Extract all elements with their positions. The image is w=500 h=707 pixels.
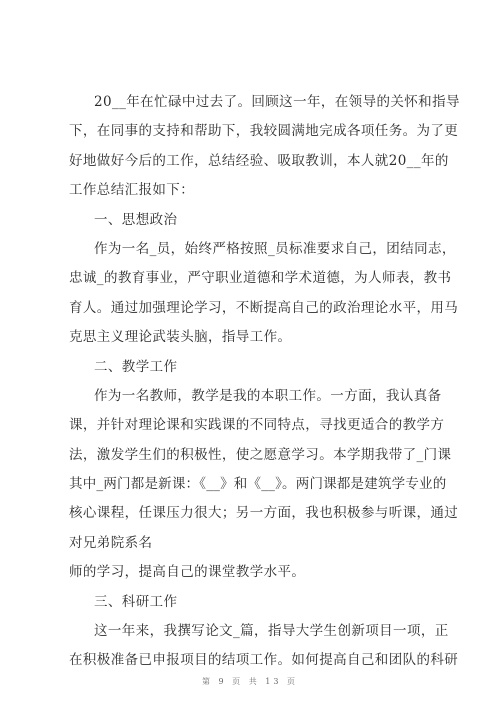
- paragraph-line: 20__年在忙碌中过去了。回顾这一年，在领导的关怀和指导: [94, 94, 460, 110]
- paragraph-line: 育人。通过加强理论学习，不断提高自己的政治理论水平，用马: [69, 299, 459, 316]
- paragraph-line: 作为一名教师，教学是我的本职工作。一方面，我认真备: [94, 387, 442, 404]
- paragraph-line: 师的学习，提高自己的课堂教学水平。: [69, 564, 306, 581]
- section-heading: 一、思想政治: [94, 211, 178, 228]
- paragraph-line: 好地做好今后的工作，总结经验、吸取教训，本人就20__年的: [69, 152, 449, 169]
- paragraph-line: 对兄弟院系名: [69, 534, 153, 551]
- paragraph-line: 克思主义理论武装头脑，指导工作。: [69, 329, 292, 346]
- paragraph-line: 在积极准备已申报项目的结项工作。如何提高自己和团队的科研: [69, 652, 459, 669]
- paragraph-line: 作为一名_员，始终严格按照_员标准要求自己，团结同志，: [94, 240, 456, 257]
- paragraph-line: 工作总结汇报如下：: [69, 182, 195, 199]
- section-heading: 三、科研工作: [94, 593, 178, 610]
- paragraph-line: 法，激发学生们的积极性，使之愿意学习。本学期我带了_门课: [69, 446, 452, 463]
- paragraph-line: 核心课程，任课压力很大；另一方面，我也积极参与听课，通过: [69, 505, 459, 522]
- paragraph-line: 这一年来，我撰写论文_篇，指导大学生创新项目一项，正: [94, 623, 449, 640]
- document-body: [69, 88, 460, 676]
- paragraph-line: 课，并针对理论课和实践课的不同特点，寻找更适合的教学方: [69, 417, 445, 434]
- paragraph-line: 其中_两门都是新课：《__》和《__》。两门课都是建筑学专业的: [69, 476, 447, 493]
- section-heading: 二、教学工作: [94, 358, 178, 375]
- page-number-footer: 第 9 页 共 13 页: [202, 677, 298, 686]
- paragraph-line: 下，在同事的支持和帮助下，我较圆满地完成各项任务。为了更: [69, 123, 459, 140]
- paragraph-line: 忠诚_的教育事业，严守职业道德和学术道德，为人师表，教书: [69, 270, 452, 287]
